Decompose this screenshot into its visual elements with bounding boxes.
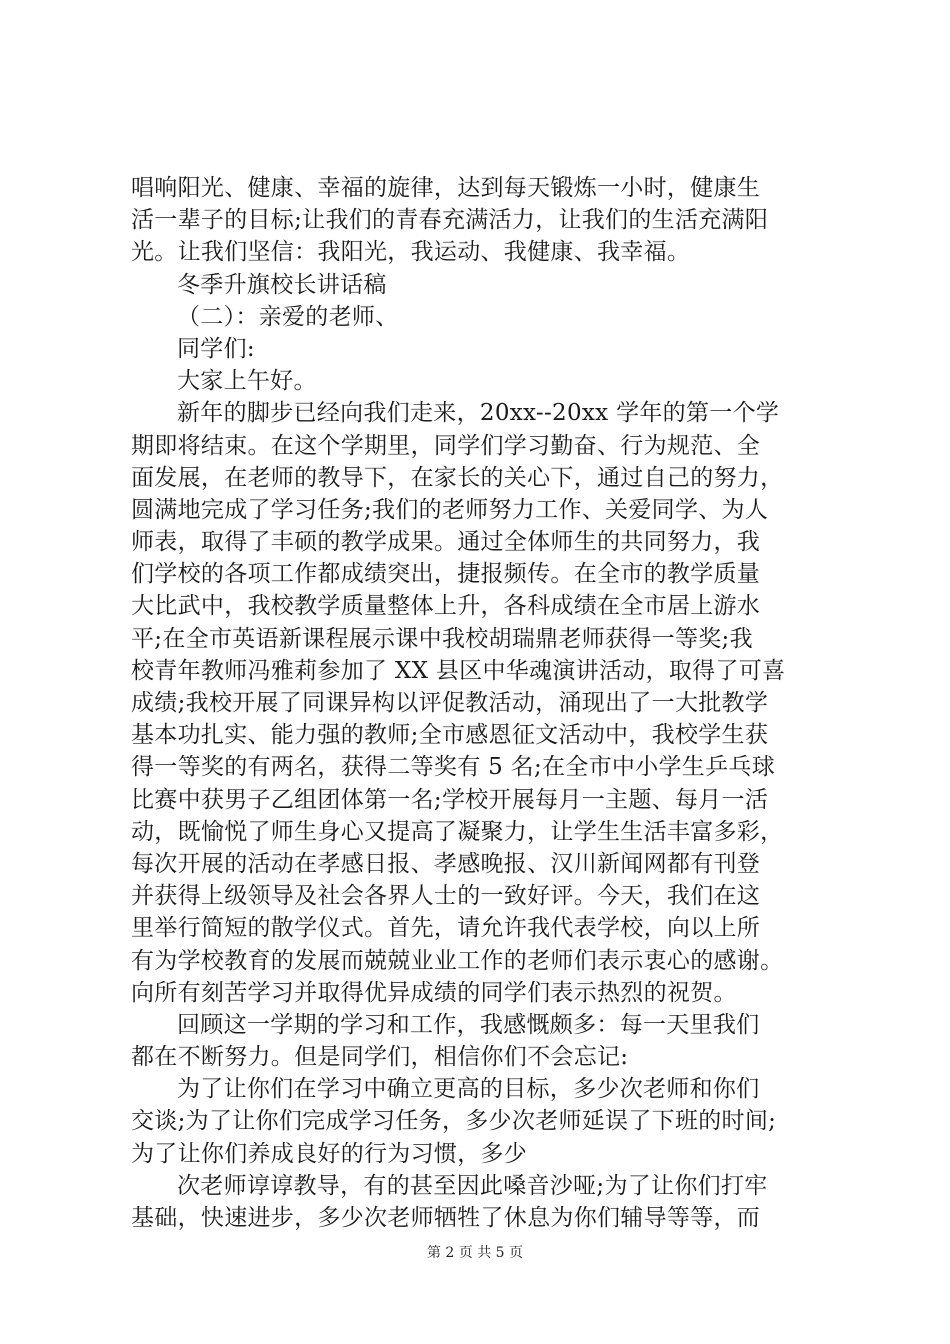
text-line: （二）：亲爱的老师、 bbox=[177, 303, 399, 330]
text-line: 新年的脚步已经向我们走来，20xx--20xx 学年的第一个学 bbox=[177, 400, 780, 427]
text-line: 校青年教师冯雅莉参加了 XX 县区中华魂演讲活动，取得了可喜 bbox=[131, 657, 786, 684]
text-line: 回顾这一学期的学习和工作，我感慨颇多：每一天里我们 bbox=[177, 1011, 760, 1038]
text-line: 有为学校教育的发展而兢兢业业工作的老师们表示衷心的感谢。 bbox=[131, 947, 784, 974]
text-line: 向所有刻苦学习并取得优异成绩的同学们表示热烈的祝贺。 bbox=[131, 979, 737, 1006]
text-line: 圆满地完成了学习任务;我们的老师努力工作、关爱同学、为人 bbox=[131, 496, 769, 523]
text-line: 交谈;为了让你们完成学习任务，多少次老师延误了下班的时间; bbox=[131, 1108, 777, 1135]
text-line: 冬季升旗校长讲话稿 bbox=[177, 271, 387, 298]
text-line: 基础，快速进步，多少次老师牺牲了休息为你们辅导等等，而 bbox=[131, 1205, 761, 1231]
text-line: 们学校的各项工作都成绩突出，捷报频传。在全市的教学质量 bbox=[131, 561, 761, 588]
text-line: 唱响阳光、健康、幸福的旋律，达到每天锻炼一小时，健康生 bbox=[131, 175, 761, 201]
text-line: 每次开展的活动在孝感日报、孝感晚报、汉川新闻网都有刊登 bbox=[131, 850, 761, 877]
text-line: 为了让你们养成良好的行为习惯，多少 bbox=[131, 1140, 528, 1167]
text-line: 活一辈子的目标;让我们的青春充满活力，让我们的生活充满阳 bbox=[131, 207, 769, 234]
text-line: 得一等奖的有两名，获得二等奖有 5 名;在全市中小学生乒乓球 bbox=[131, 754, 776, 781]
text-line: 光。让我们坚信：我阳光，我运动、我健康、我幸福。 bbox=[131, 239, 691, 266]
text-line: 里举行简短的散学仪式。首先，请允许我代表学校，向以上所 bbox=[131, 915, 761, 942]
text-line: 为了让你们在学习中确立更高的目标，多少次老师和你们 bbox=[177, 1076, 760, 1103]
document-body bbox=[131, 172, 831, 1234]
text-line: 同学们: bbox=[177, 335, 255, 362]
text-line: 次老师谆谆教导，有的甚至因此嗓音沙哑;为了让你们打牢 bbox=[177, 1172, 768, 1199]
text-line: 动，既愉悦了师生身心又提高了凝聚力，让学生生活丰富多彩， bbox=[131, 818, 784, 845]
text-line: 比赛中获男子乙组团体第一名;学校开展每月一主题、每月一活 bbox=[131, 786, 769, 813]
text-line: 并获得上级领导及社会各界人士的一致好评。今天，我们在这 bbox=[131, 883, 761, 910]
text-line: 基本功扎实、能力强的教师;全市感恩征文活动中，我校学生获 bbox=[131, 722, 769, 749]
text-line: 期即将结束。在这个学期里，同学们学习勤奋、行为规范、全 bbox=[131, 432, 761, 459]
text-line: 都在不断努力。但是同学们，相信你们不会忘记: bbox=[131, 1044, 629, 1071]
text-line: 大比武中，我校教学质量整体上升，各科成绩在全市居上游水 bbox=[131, 593, 761, 620]
text-line: 平;在全市英语新课程展示课中我校胡瑞鼎老师获得一等奖;我 bbox=[131, 625, 753, 652]
text-line: 师表，取得了丰硕的教学成果。通过全体师生的共同努力，我 bbox=[131, 529, 761, 556]
text-line: 面发展，在老师的教导下，在家长的关心下，通过自己的努力， bbox=[131, 464, 784, 491]
text-line: 大家上午好。 bbox=[177, 368, 317, 395]
page-footer: 第 2 页 共 5 页 bbox=[426, 1245, 524, 1261]
text-line: 成绩;我校开展了同课异构以评促教活动，涌现出了一大批教学 bbox=[131, 690, 769, 716]
